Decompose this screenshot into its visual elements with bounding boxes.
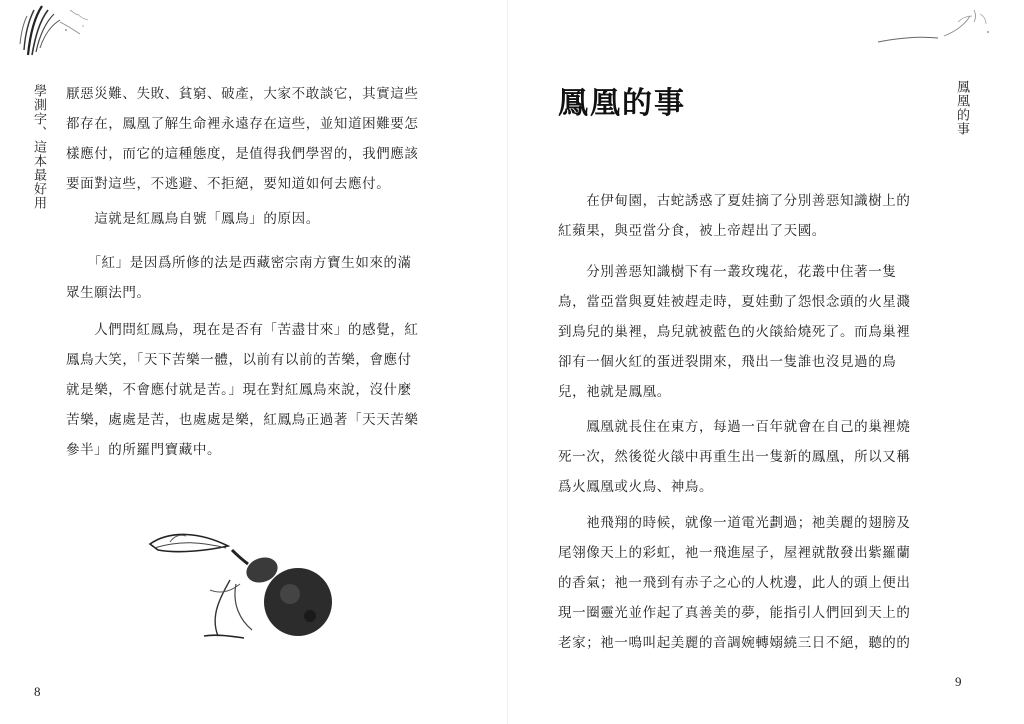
left-page (0, 0, 508, 724)
right-paragraph-2 (558, 257, 911, 407)
text-line: 厭惡災難、失敗、貧窮、破產，大家不敢談它，其實這些 (66, 86, 419, 102)
text-line: 眾生願法門。 (66, 285, 151, 301)
right-paragraph-1 (558, 186, 911, 246)
left-paragraph-3 (66, 248, 412, 308)
feather-ink-sketch-icon (8, 0, 118, 64)
right-running-title: 鳳凰的事 (954, 80, 969, 136)
text-line: 老家；祂一鳴叫起美麗的音調婉轉嫋繞三日不絕，聽的的 (558, 635, 911, 651)
left-paragraph-1 (66, 79, 419, 199)
text-line: 死一次，然後從火燄中再重生出一隻新的鳳凰，所以又稱 (558, 449, 911, 465)
text-line: 兒，祂就是鳳凰。 (558, 384, 671, 400)
text-line: 都存在，鳳凰了解生命裡永遠存在這些，並知道困難要怎 (66, 116, 419, 132)
text-line: 苦樂，處處是苦，也處處是樂，紅鳳鳥正過著「天天苦樂 (66, 412, 419, 428)
text-line: 鳳凰就長住在東方，每過一百年就會在自己的巢裡燒 (558, 419, 911, 435)
text-line: 參半」的所羅門寶藏中。 (66, 442, 222, 458)
text-line: 「紅」是因爲所修的法是西藏密宗南方寶生如來的滿 (66, 255, 412, 271)
text-line: 在伊甸園，古蛇誘惑了夏娃摘了分別善惡知識樹上的 (558, 193, 911, 209)
text-line: 的香氣；祂一飛到有赤子之心的人枕邊，此人的頭上便出 (558, 575, 911, 591)
text-line: 爲火鳳凰或火鳥、神鳥。 (558, 479, 714, 495)
text-line: 卻有一個火紅的蛋迸裂開來，飛出一隻誰也沒見過的鳥 (558, 354, 897, 370)
left-paragraph-2 (66, 204, 320, 234)
text-line: 人們問紅鳳鳥，現在是否有「苦盡甘來」的感覺，紅 (66, 322, 419, 338)
gourd-ink-sketch-icon (140, 520, 350, 650)
text-line: 鳳鳥大笑，「天下苦樂一體，以前有以前的苦樂，會應付 (66, 352, 412, 368)
text-line: 尾翎像天上的彩虹，祂一飛進屋子，屋裡就散發出紫羅蘭 (558, 545, 911, 561)
text-line: 就是樂，不會應付就是苦。」現在對紅鳳鳥來說，沒什麼 (66, 382, 412, 398)
right-page (508, 0, 1024, 724)
text-line: 這就是紅鳳鳥自號「鳳鳥」的原因。 (66, 211, 320, 227)
left-running-title: 學測字、這本最好用 (31, 84, 46, 210)
right-paragraph-4 (558, 508, 911, 658)
text-line: 現一圈靈光並作起了真善美的夢，能指引人們回到天上的 (558, 605, 911, 621)
text-line: 要面對這些，不逃避、不拒絕，要知道如何去應付。 (66, 176, 391, 192)
left-paragraph-4 (66, 315, 419, 465)
text-line: 祂飛翔的時候，就像一道電光劃過；祂美麗的翅膀及 (558, 515, 911, 531)
text-line: 鳥，當亞當與夏娃被趕走時，夏娃動了怨恨念頭的火星濺 (558, 294, 911, 310)
right-page-number: 9 (955, 674, 962, 689)
chapter-title: 鳳凰的事 (558, 86, 686, 121)
left-page-number: 8 (34, 684, 41, 699)
text-line: 樣應付，而它的這種態度，是值得我們學習的，我們應該 (66, 146, 419, 162)
text-line: 到鳥兒的巢裡，鳥兒就被藍色的火燄給燒死了。而鳥巢裡 (558, 324, 911, 340)
right-paragraph-3 (558, 412, 911, 502)
bird-ink-sketch-icon (848, 2, 1008, 52)
text-line: 紅蘋果，與亞當分食，被上帝趕出了天國。 (558, 223, 826, 239)
text-line: 分別善惡知識樹下有一叢玫瑰花，花叢中住著一隻 (558, 264, 897, 280)
